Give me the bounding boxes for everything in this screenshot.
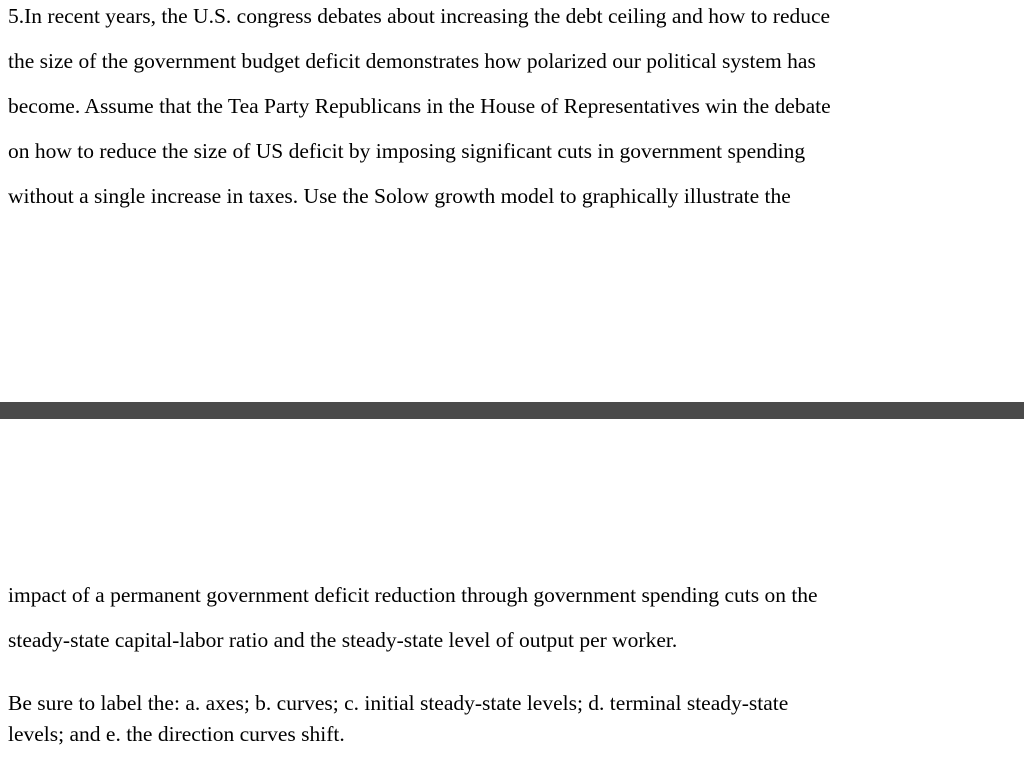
instructions-line-2: levels; and e. the direction curves shift. xyxy=(8,722,345,746)
question-line-5: without a single increase in taxes. Use the Solow growth model to graphically illustrate the xyxy=(8,184,791,208)
question-line-2: the size of the government budget deficit demonstrates how polarized our political system has xyxy=(8,49,816,73)
question-line-3: become. Assume that the Tea Party Republicans in the House of Representatives win the debate xyxy=(8,94,831,118)
question-line-4: on how to reduce the size of US deficit by imposing significant cuts in government spending xyxy=(8,139,806,163)
page-separator-bar xyxy=(0,402,1024,419)
continuation-line-1: impact of a permanent government deficit reduction through government spending cuts on the xyxy=(8,583,818,607)
continuation-line-2: steady-state capital-labor ratio and the steady-state level of output per worker. xyxy=(8,628,678,652)
question-line-1: 5.In recent years, the U.S. congress debates about increasing the debt ceiling and how to reduce xyxy=(8,4,831,28)
instructions-line-1: Be sure to label the: a. axes; b. curves; c. initial steady-state levels; d. terminal steady-state xyxy=(8,691,789,715)
